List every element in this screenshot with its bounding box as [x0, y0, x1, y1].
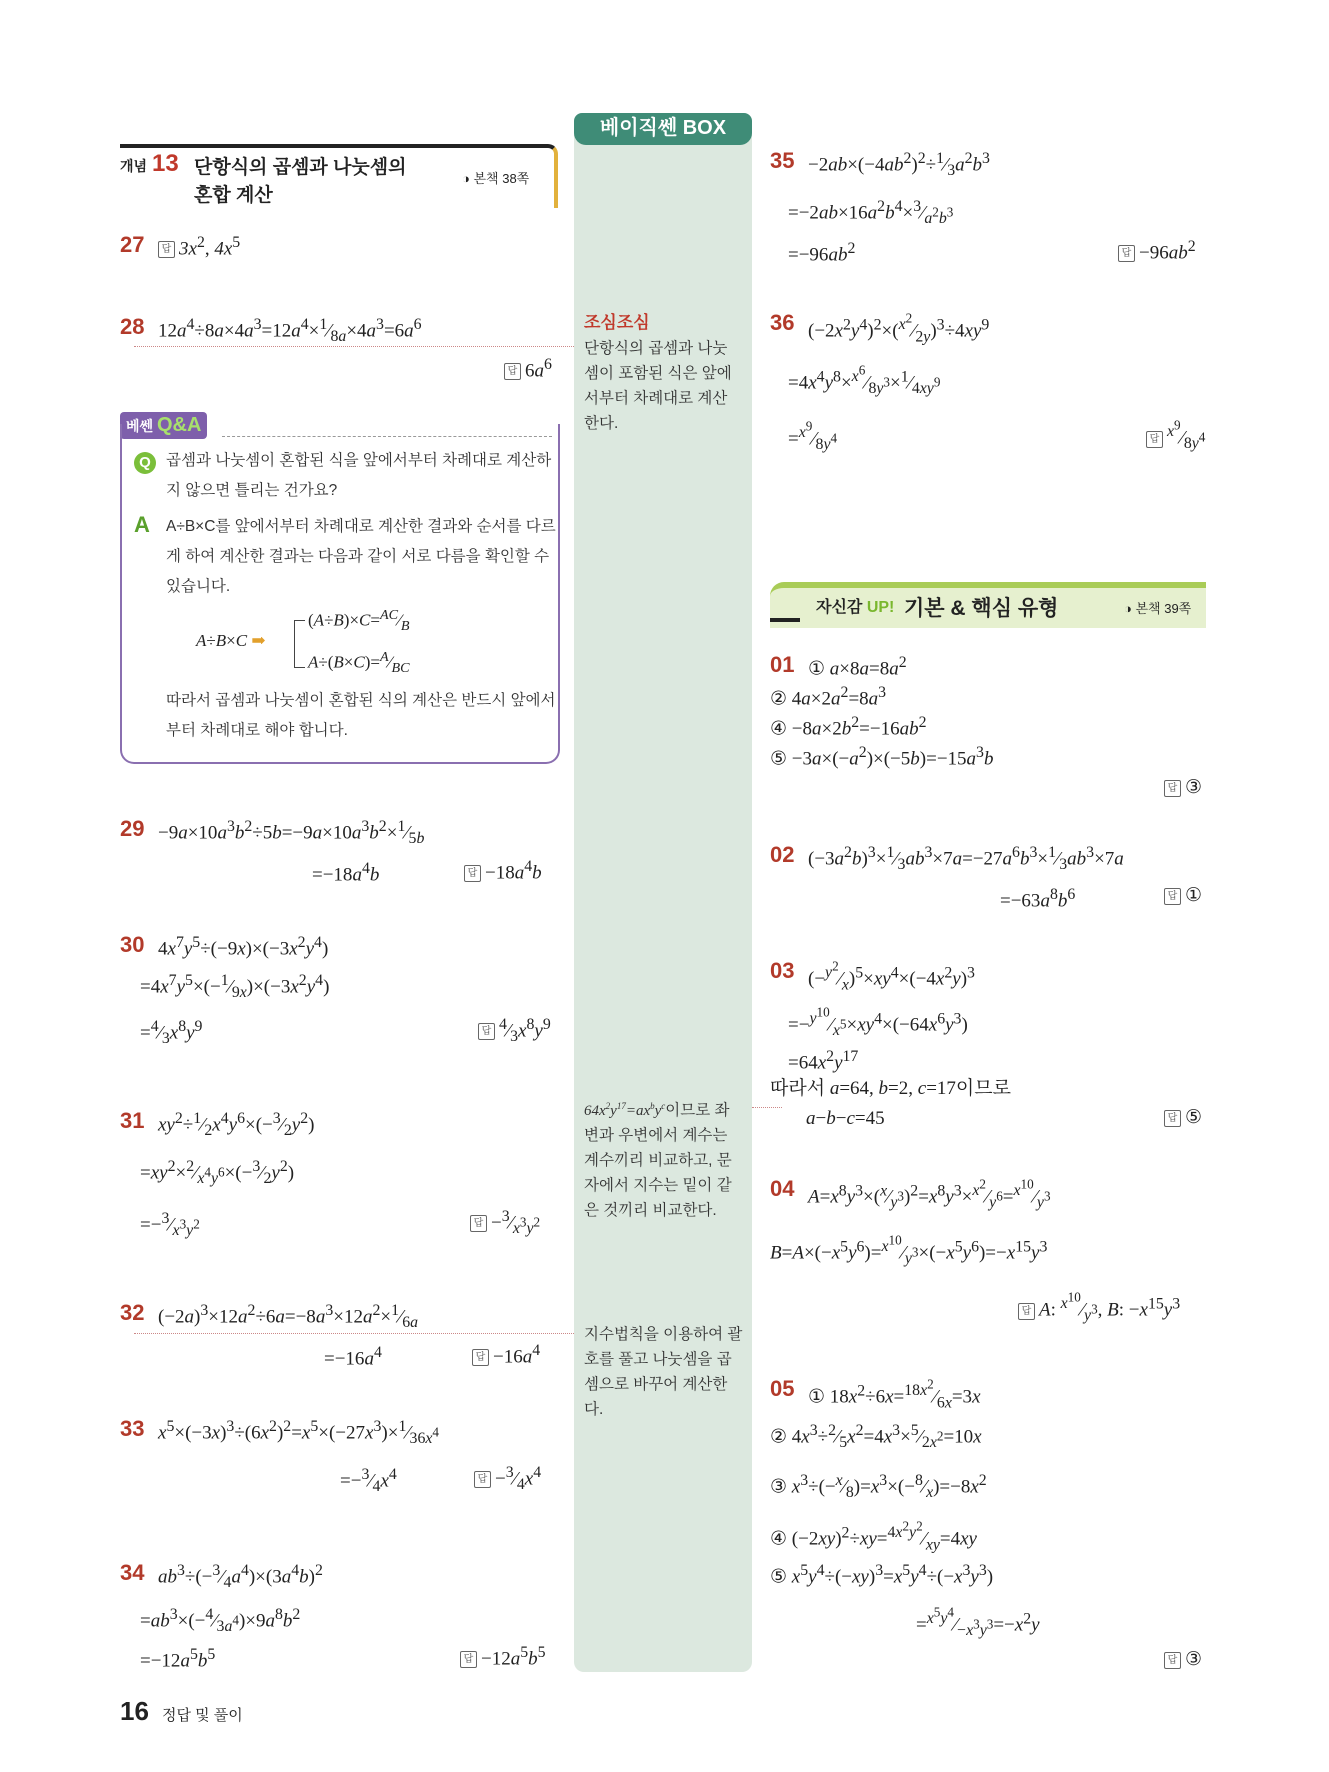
book-ref-icon: ◑ [1124, 601, 1132, 616]
problem-number-29: 29 [120, 816, 145, 841]
problem-32-line1: $(-2a)^3\times 12a^2\div 6a=-8a^3\times 12a^2\times^1⁄_{6a}$ [158, 1302, 419, 1332]
question-03-answer: 답 ⑤ [1164, 1106, 1202, 1129]
question-05-line3: ③ $x^3\div(-^x⁄_8)=x^3\times(-^8⁄_x)=-8x^2$ [770, 1472, 987, 1502]
problem-29-line1: $-9a\times 10a^3b^2\div 5b=-9a\times 10a^3b^2\times^1⁄_{5b}$ [158, 818, 425, 848]
qa-formula-2: $A\div(B\times C)=^A⁄_{BC}$ [308, 649, 410, 677]
qa-conclusion: 따라서 곱셈과 나눗셈이 혼합된 식의 계산은 반드시 앞에서부터 차례대로 해야 합니다. [166, 692, 556, 739]
question-05-line4: ④ $(-2xy)^2\div xy=^{4x^2y^2}⁄_{xy}=4xy$ [770, 1519, 977, 1554]
section-title: 기본 & 핵심 유형 [904, 597, 1059, 620]
question-04-line1: $A=x^8y^3\times(^x⁄_{y^3})^2=x^8y^3\times^{x^2}⁄_{y^6}=^{x^{10}}⁄_{y^3}$ [808, 1177, 1051, 1212]
qa-formula-abc: A÷B×C ➡ [196, 631, 266, 650]
question-05-line6: $=^{x^5y^4}⁄_{-x^3y^3}=-x^2y$ [916, 1605, 1040, 1640]
question-02-line1: $(-3a^2b)^3\times^1⁄_3ab^3\times 7a=-27a^6b^3\times^1⁄_3ab^3\times 7a$ [808, 844, 1124, 874]
question-03-line5: a−b−c=45 [806, 1108, 885, 1129]
problem-36-line1: $(-2x^2y^4)^2\times(^{x^2}⁄_{2y})^3\div 4xy^9$ [808, 311, 990, 346]
box-title: 베이직쎈 BOX [574, 113, 752, 145]
question-number-03: 03 [770, 958, 795, 983]
question-01-line2: ② $4a\times 2a^2=8a^3$ [770, 684, 887, 710]
problem-32-line2: $=-16a^4$ [324, 1344, 382, 1370]
problem-30-answer: 답 $^4⁄_3x^8y^9$ [478, 1016, 551, 1046]
problem-36-answer: 답 $^{x^9}⁄_{8y^4}$ [1146, 418, 1205, 453]
problem-34-answer: 답 $-12a^5b^5$ [460, 1644, 546, 1670]
question-05-line2: ② $4x^3\div^2⁄_5x^2=4x^3\times^5⁄_{2x^2}=10x$ [770, 1422, 982, 1452]
note-exponent-compare: $64x^2y^{17}=ax^by^c$이므로 좌변과 우변에서 계수는 계수끼리 비교하고, 문자에서 지수는 밑이 같은 것끼리 비교한다. [584, 1101, 732, 1219]
concept-label: 개념 [120, 158, 148, 174]
problem-30-line3: $=^4⁄_3x^8y^9$ [140, 1018, 203, 1048]
problem-31-line2: $=xy^2\times^2⁄_{x^4y^6}\times(-^3⁄_2y^2)$ [140, 1158, 295, 1188]
problem-35-line2: $=-2ab\times 16a^2b^4\times^3⁄_{a^2b^3}$ [788, 198, 954, 228]
qa-answer: A÷B×C를 앞에서부터 차례대로 계산한 결과와 순서를 다르게 하여 계산한 결과는 다음과 같이 서로 다름을 확인할 수 있습니다. [166, 518, 556, 595]
question-04-line2: $B=A\times(-x^5y^6)=^{x^{10}}⁄_{y^3}\times(-x^5y^6)=-x^{15}y^3$ [770, 1233, 1048, 1268]
book-ref-icon: ◑ [462, 171, 470, 186]
question-icon: Q [134, 452, 156, 474]
page-number: 16 [120, 1696, 149, 1726]
problem-36-line2: $=4x^4y^8\times^{x^6}⁄_{8y^3}\times^1⁄_{4xy^9}$ [788, 363, 941, 398]
problem-number-30: 30 [120, 932, 145, 957]
problem-34-line3: $=-12a^5b^5$ [140, 1646, 216, 1672]
problem-30-line1: $4x^7y^5\div(-9x)\times(-3x^2y^4)$ [158, 934, 329, 960]
problem-number-31: 31 [120, 1108, 145, 1133]
question-03-line2: $=-^{y^{10}}⁄_{x^5}\times xy^4\times(-64x^6y^3)$ [788, 1005, 968, 1040]
question-02-line2: $=-63a^8b^6$ [1000, 886, 1076, 912]
problem-34-line1: $ab^3\div(-^3⁄_4a^4)\times(3a^4b)^2$ [158, 1562, 323, 1592]
problem-33-line2: $=-^3⁄_4x^4$ [340, 1466, 397, 1496]
concept-title-2: 혼합 계산 [194, 185, 273, 206]
qa-formula-bracket [294, 620, 305, 668]
problem-number-35: 35 [770, 148, 795, 173]
question-02-answer: 답 ① [1164, 884, 1202, 907]
problem-number-28: 28 [120, 314, 145, 339]
problem-28-line1: $12a^4\div 8a\times 4a^3=12a^4\times^1⁄_{8a}\times 4a^3=6a^6$ [158, 316, 422, 346]
problem-27-answer: 답 $3x^2$, $4x^5$ [158, 232, 240, 262]
section-ref: ◑ 본책 39쪽 [1124, 601, 1192, 616]
question-number-05: 05 [770, 1376, 795, 1401]
problem-33-line1: $x^5\times(-3x)^3\div(6x^2)^2=x^5\times(-27x^3)\times^1⁄_{36x^4}$ [158, 1418, 439, 1448]
problem-36-line3: $=^{x^9}⁄_{8y^4}$ [788, 419, 838, 454]
question-05-line5: ⑤ $x^5y^4\div(-xy)^3=x^5y^4\div(-x^3y^3)$ [770, 1562, 994, 1588]
question-03-line1: $(-^{y^2}⁄_x)^5\times xy^4\times(-4x^2y)^3$ [808, 959, 975, 994]
question-03-line4: 따라서 a=64, b=2, c=17이므로 [770, 1078, 1011, 1099]
problem-28-answer: 답 $6a^6$ [504, 356, 552, 382]
problem-35-line1: $-2ab\times(-4ab^2)^2\div^1⁄_3a^2b^3$ [808, 150, 990, 180]
tip-text: 단항식의 곱셈과 나눗셈이 포함된 식은 앞에서부터 차례대로 계산한다. [584, 340, 732, 432]
problem-29-line2: $=-18a^4b$ [312, 860, 380, 886]
question-number-04: 04 [770, 1176, 795, 1201]
qa-question: 곱셈과 나눗셈이 혼합된 식을 앞에서부터 차례대로 계산하지 않으면 틀리는 건가요? [166, 452, 552, 499]
problem-number-34: 34 [120, 1560, 145, 1585]
qa-badge: 베쎈 Q&A [120, 412, 207, 439]
question-05-line1: ① $18x^2\div 6x=^{18x^2}⁄_{6x}=3x$ [808, 1377, 981, 1412]
tip-label: 조심조심 [584, 313, 650, 332]
question-05-answer: 답 ③ [1164, 1648, 1202, 1671]
footer-label: 정답 및 풀이 [162, 1707, 243, 1724]
question-01-line1: ① $a\times 8a=8a^2$ [808, 654, 907, 680]
note-exponent-rule: 지수법칙을 이용하여 괄호를 풀고 나눗셈을 곱셈으로 바꾸어 계산한다. [584, 1326, 743, 1418]
concept-title-1: 단항식의 곱셈과 나눗셈의 [194, 157, 407, 178]
concept-number: 13 [152, 150, 179, 177]
question-01-line4: ⑤ $-3a\times(-a^2)\times(-5b)=-15a^3b$ [770, 744, 994, 770]
problem-34-line2: $=ab^3\times(-^4⁄_{3a^4})\times 9a^8b^2$ [140, 1606, 301, 1636]
question-04-answer: 답 A: $^{x^{10}}⁄_{y^3}$, B: $-x^{15}y^3$ [1018, 1290, 1180, 1325]
problem-35-line3: $=-96ab^2$ [788, 240, 856, 266]
section-header-accent [770, 618, 800, 622]
problem-35-answer: 답 $-96ab^2$ [1118, 238, 1196, 264]
qa-formula-1: $(A\div B)\times C=^{AC}⁄_B$ [308, 607, 410, 635]
question-number-01: 01 [770, 652, 795, 677]
problem-30-line2: $=4x^7y^5\times(-^1⁄_{9x})\times(-3x^2y^4)$ [140, 972, 330, 1002]
problem-number-36: 36 [770, 310, 795, 335]
connector-line-03 [752, 1107, 782, 1108]
question-01-line3: ④ $-8a\times 2b^2=-16ab^2$ [770, 714, 927, 740]
problem-number-27: 27 [120, 232, 145, 257]
problem-29-answer: 답 $-18a^4b$ [464, 858, 542, 884]
question-01-answer: 답 ③ [1164, 776, 1202, 799]
section-label: 자신감 UP! [816, 599, 895, 616]
problem-32-answer: 답 $-16a^4$ [472, 1342, 540, 1368]
answer-icon: A [134, 512, 150, 537]
question-03-line3: $=64x^2y^{17}$ [788, 1048, 859, 1074]
problem-number-32: 32 [120, 1300, 145, 1325]
problem-number-33: 33 [120, 1416, 145, 1441]
question-number-02: 02 [770, 842, 795, 867]
concept-ref: ◑ 본책 38쪽 [462, 171, 530, 186]
problem-31-line3: $=-^3⁄_{x^3y^2}$ [140, 1210, 200, 1240]
problem-31-line1: $xy^2\div^1⁄_2x^4y^6\times(-^3⁄_2y^2)$ [158, 1110, 315, 1140]
problem-31-answer: 답 $-^3⁄_{x^3y^2}$ [470, 1208, 540, 1238]
problem-33-answer: 답 $-^3⁄_4x^4$ [474, 1464, 541, 1494]
